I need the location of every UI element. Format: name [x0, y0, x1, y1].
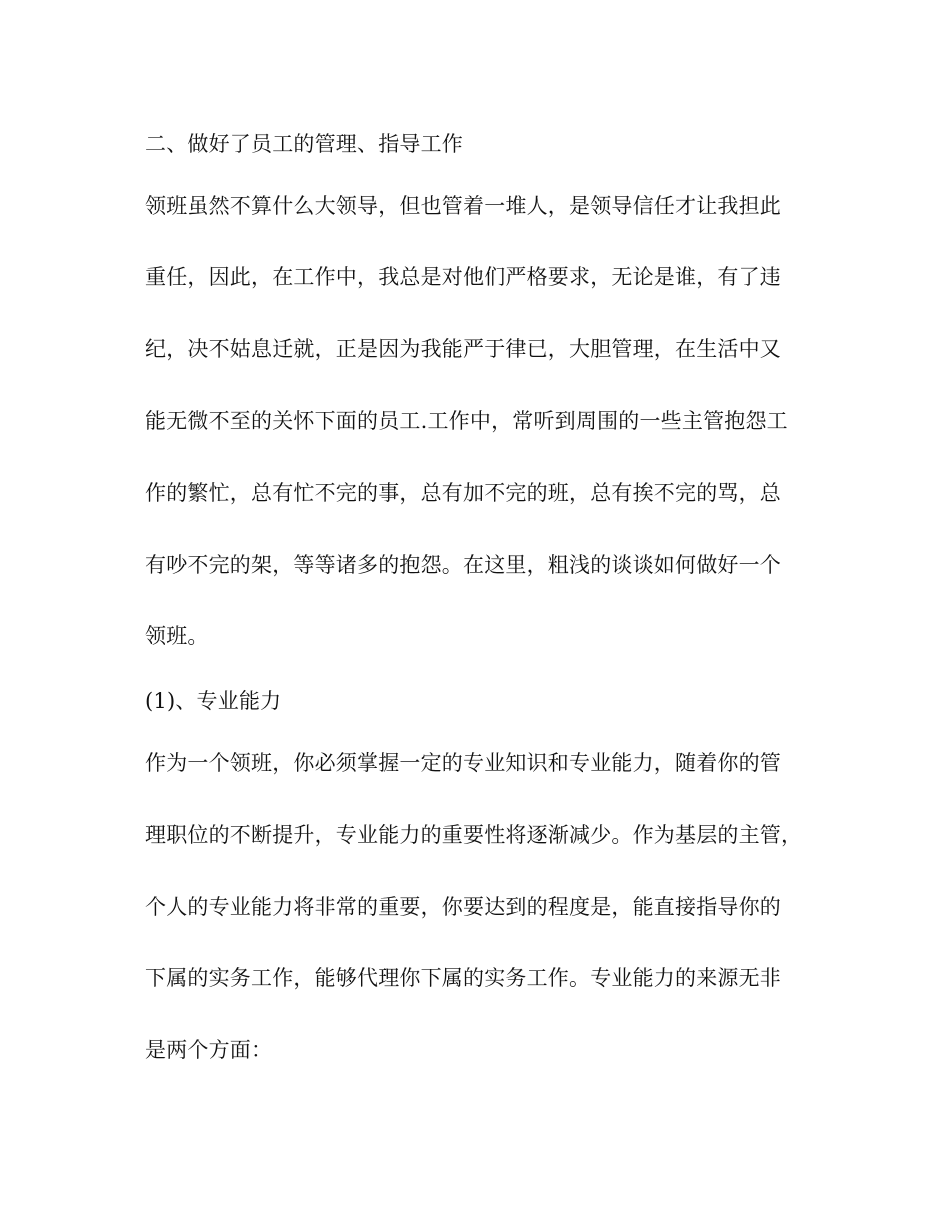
paragraph-1-line: 能无微不至的关怀下面的员工.工作中，常听到周围的一些主管抱怨工: [145, 409, 788, 433]
subheading: (1)、专业能力: [145, 689, 282, 713]
paragraph-1-line: 领班。: [145, 624, 209, 648]
paragraph-2-line: 个人的专业能力将非常的重要，你要达到的程度是，能直接指导你的: [145, 895, 781, 919]
section-heading: 二、做好了员工的管理、指导工作: [145, 132, 463, 156]
paragraph-1-line: 领班虽然不算什么大领导，但也管着一堆人，是领导信任才让我担此: [145, 194, 781, 218]
paragraph-1-line: 纪，决不姑息迁就，正是因为我能严于律已，大胆管理，在生活中又: [145, 337, 781, 361]
paragraph-2-line: 是两个方面：: [145, 1038, 273, 1062]
paragraph-1-line: 作的繁忙，总有忙不完的事，总有加不完的班，总有挨不完的骂，总: [145, 481, 781, 505]
paragraph-2-line: 作为一个领班，你必须掌握一定的专业知识和专业能力，随着你的管: [145, 751, 781, 775]
paragraph-1-line: 有吵不完的架，等等诸多的抱怨。在这里，粗浅的谈谈如何做好一个: [145, 553, 781, 577]
paragraph-1-line: 重任，因此，在工作中，我总是对他们严格要求，无论是谁，有了违: [145, 265, 781, 289]
paragraph-2-line: 下属的实务工作，能够代理你下属的实务工作。专业能力的来源无非: [145, 966, 781, 990]
paragraph-2-line: 理职位的不断提升，专业能力的重要性将逐渐减少。作为基层的主管，: [145, 823, 803, 847]
